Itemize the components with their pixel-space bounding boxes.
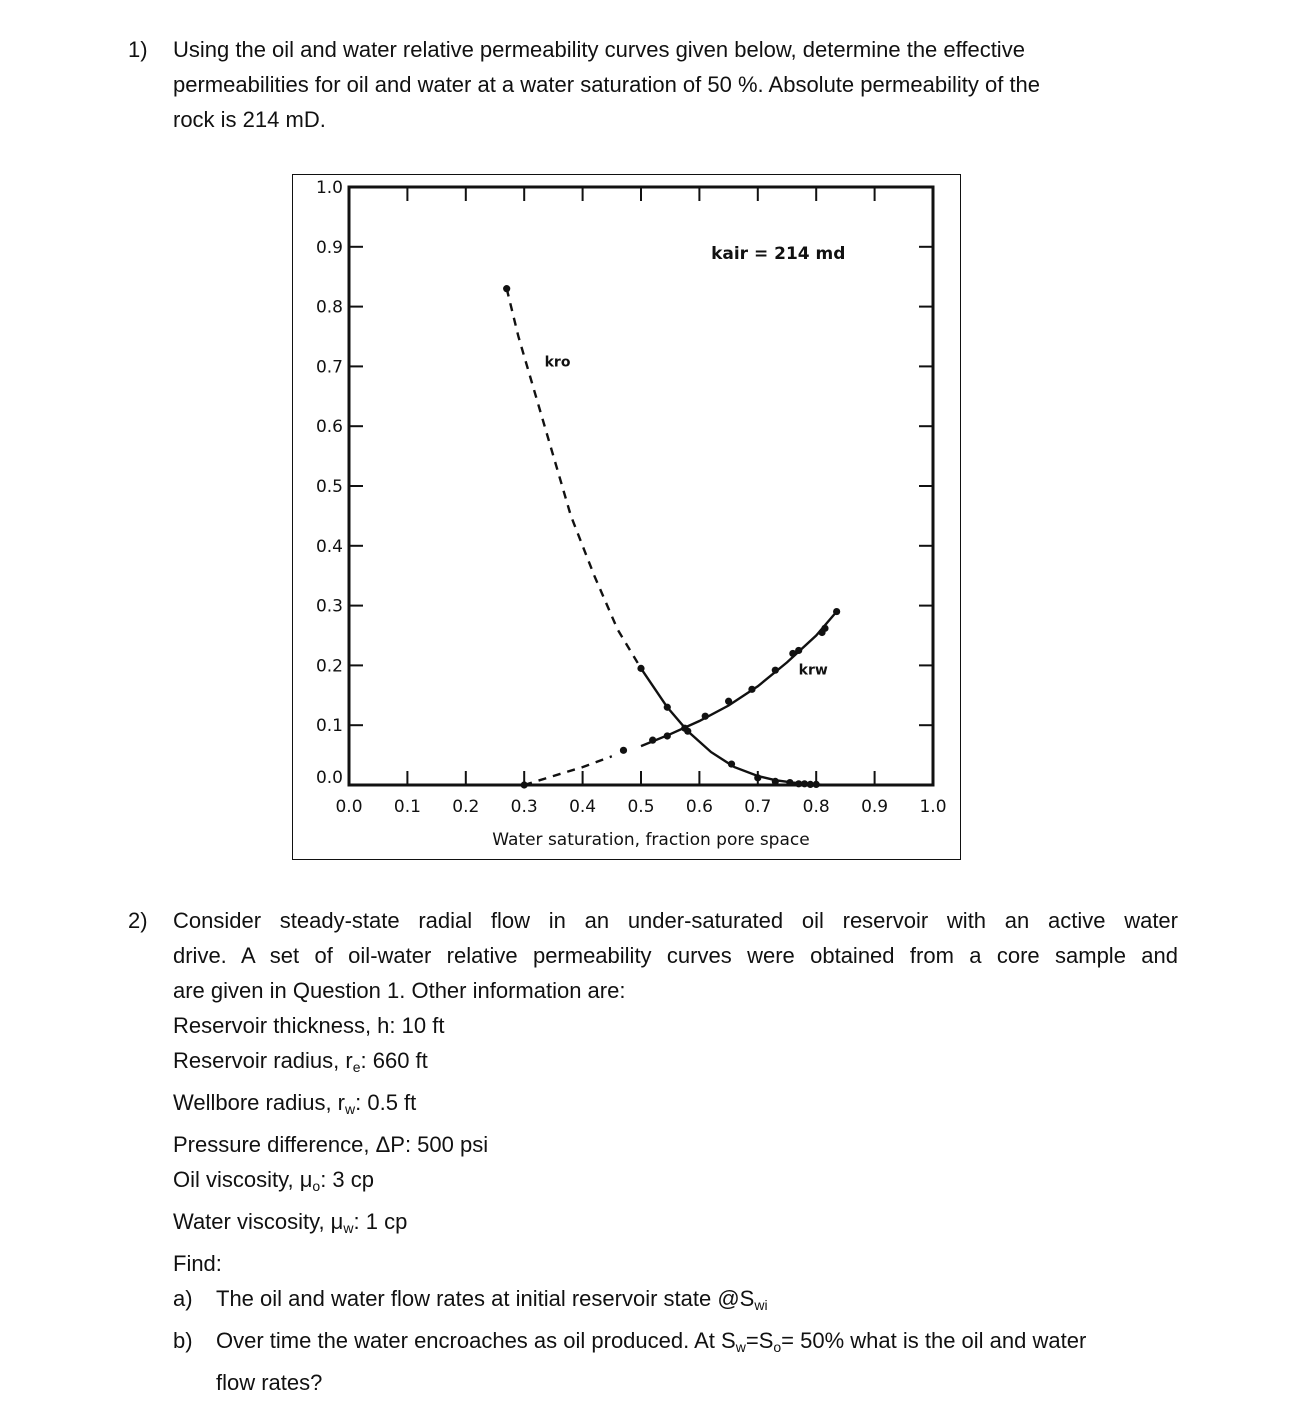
find-item-a-label: a) (173, 1286, 193, 1311)
x-tick-label: 0.0 (335, 797, 363, 817)
y-tick-label: 0.3 (315, 596, 343, 617)
krw-curve-dashed (524, 756, 612, 785)
param-oil-viscosity: Oil viscosity, $\mu_o$: 3 cp (173, 1167, 374, 1194)
krw-curve-solid (641, 612, 837, 747)
x-tick-label: 0.4 (569, 797, 597, 817)
kro-point (754, 774, 761, 781)
x-tick-label: 0.7 (744, 797, 772, 817)
question-2-text (173, 903, 1178, 1400)
chart-ticks (349, 187, 933, 785)
y-tick-label: 0.4 (315, 536, 343, 557)
krw-point (725, 698, 732, 705)
x-tick-label: 0.2 (452, 797, 480, 817)
krw-point (681, 725, 688, 732)
param-wellbore-radius: Wellbore radius, $r_w$: 0.5 ft (173, 1090, 417, 1117)
kair-annotation: kair = 214 md (711, 243, 846, 264)
y-tick-label: 0.1 (315, 716, 343, 737)
kro-curve-dashed (507, 289, 641, 669)
krw-point (620, 747, 627, 754)
param-pressure: Pressure difference, ΔP: 500 psi (173, 1132, 489, 1157)
plot-frame (349, 187, 933, 785)
y-tick-label: 0.6 (315, 417, 343, 438)
param-thickness: Reservoir thickness, h: 10 ft (173, 1013, 445, 1038)
krw-point (521, 781, 528, 788)
x-tick-label: 0.3 (510, 797, 538, 817)
question-1-number: 1) (128, 37, 148, 62)
find-item-a-text: The oil and water flow rates at initial reservoir state $@S_{wi}$ (216, 1286, 768, 1313)
krw-point (664, 732, 671, 739)
kro-point (786, 779, 793, 786)
x-tick-label: 1.0 (919, 797, 947, 817)
krw-point (821, 625, 828, 632)
question-1-line-2: permeabilities for oil and water at a water saturation of 50 %. Absolute permeability of the (173, 72, 1041, 97)
krw-point (833, 608, 840, 615)
param-reservoir-radius: Reservoir radius, $r_e$: 660 ft (173, 1048, 428, 1075)
find-item-b-text: Over time the water encroaches as oil produced. At $S_w=S_o= 50\%$ what is the oil and water flow rates? (216, 1328, 1087, 1395)
question-1-text (173, 32, 1183, 137)
x-tick-label: 0.9 (861, 797, 889, 817)
y-tick-label: 0.0 (315, 768, 343, 788)
x-axis-title: Water saturation, fraction pore space (492, 830, 810, 850)
x-tick-label: 0.6 (685, 797, 713, 817)
kro-label: kro (544, 354, 571, 371)
kro-point (728, 760, 735, 767)
krw-label: krw (798, 662, 828, 679)
relative-permeability-chart (292, 174, 961, 860)
x-tick-label: 0.8 (802, 797, 830, 817)
krw-point (795, 647, 802, 654)
krw-point (649, 737, 656, 744)
chart-labels (316, 178, 947, 850)
y-tick-label: 0.9 (315, 237, 343, 258)
kro-point (637, 665, 644, 672)
chart-svg (293, 175, 959, 858)
x-tick-label: 0.5 (627, 797, 655, 817)
find-item-a (173, 1281, 1178, 1323)
x-tick-label: 0.1 (393, 797, 421, 817)
y-tick-label: 0.2 (315, 656, 343, 677)
y-tick-label: 0.5 (315, 477, 343, 497)
question-2-intro-line-1: Consider steady-state radial flow in an under-saturated oil reservoir with an active water (173, 908, 1178, 933)
kro-point (813, 781, 820, 788)
y-tick-label: 0.7 (315, 357, 343, 378)
question-2-intro-line-2: drive. A set of oil-water relative permeability curves were obtained from a core sample and (173, 943, 1178, 968)
krw-point (748, 686, 755, 693)
kro-point (503, 285, 510, 292)
y-tick-label: 1.0 (315, 178, 343, 198)
krw-point (702, 713, 709, 720)
kro-point (772, 778, 779, 785)
y-tick-label: 0.8 (315, 297, 343, 318)
question-2-intro-line-3: are given in Question 1. Other information are: (173, 978, 626, 1003)
find-label: Find: (173, 1251, 222, 1276)
param-water-viscosity: Water viscosity, $\mu_w$: 1 cp (173, 1209, 408, 1236)
krw-point (772, 667, 779, 674)
question-1-line-3: rock is 214 mD. (173, 107, 326, 132)
find-item-b-label: b) (173, 1328, 193, 1353)
question-1-line-1: Using the oil and water relative permeability curves given below, determine the effective (173, 37, 1025, 62)
question-2-number: 2) (128, 908, 148, 933)
kro-point (664, 704, 671, 711)
find-item-b (173, 1323, 1178, 1400)
